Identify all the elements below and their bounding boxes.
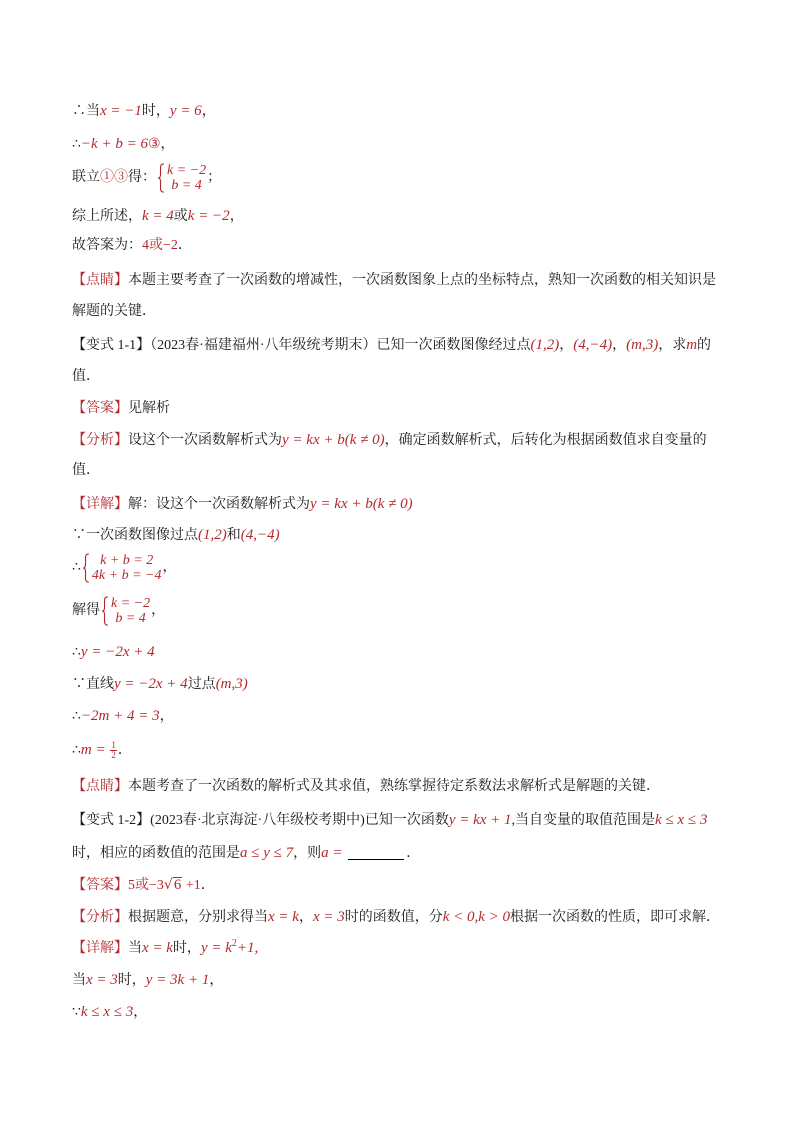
text-run: 当 [72, 973, 86, 988]
math-expr: a ≤ y ≤ 7 [240, 845, 294, 861]
answer-line [72, 399, 170, 419]
section-label: 【详解】 [72, 941, 128, 956]
left-brace [82, 553, 90, 583]
math-expr: +1, [236, 940, 259, 956]
text-run: ∵直线 [72, 677, 114, 692]
fraction-denominator: 2 [111, 750, 116, 761]
text-run: 联立 [72, 170, 100, 186]
text-run: ∴ [72, 137, 81, 152]
fraction [110, 741, 117, 760]
variant-label: 【变式 1-2】 [72, 813, 151, 828]
math-expr: y = kx + b(k ≠ 0) [310, 496, 413, 512]
math-expr: (m,3) [626, 337, 659, 353]
detail-line [72, 553, 176, 583]
text-run: 根据一次函数的性质，即可求解． [510, 910, 721, 925]
text-run: 设这个一次函数解析式为 [128, 433, 282, 448]
detail-line [72, 706, 174, 727]
math-expr: m [686, 337, 698, 353]
text-run: ， [298, 910, 313, 925]
text-run: ， [159, 709, 174, 724]
text-run: 时的函数值，分 [344, 910, 443, 925]
equation-system [82, 553, 162, 583]
answer-value: 4或−2 [142, 238, 178, 253]
text-run: 故答案为： [72, 238, 142, 253]
text-run: 值． [72, 463, 100, 478]
text-run: 得： [128, 170, 156, 186]
text-run: ∵ [72, 1005, 81, 1020]
equation-row: b = 4 [115, 611, 146, 626]
math-expr: x = −1 [100, 103, 142, 119]
math-expr: y = kx + b(k ≠ 0) [282, 432, 385, 448]
solution-line [72, 236, 192, 256]
answer-value: 5或−3 [128, 878, 164, 893]
equation-row: k = −2 [111, 596, 151, 611]
text-run: ∴ [72, 560, 81, 576]
math-expr: m = [80, 742, 110, 758]
equation-row: b = 4 [171, 178, 202, 193]
left-brace [157, 163, 165, 193]
text-run: ， [160, 137, 175, 152]
math-expr: y = 3k + 1 [145, 972, 210, 988]
text-run: ， [209, 973, 224, 988]
text-run: ，求 [658, 338, 687, 353]
math-expr: y = −2x + 4 [114, 676, 188, 692]
detail-line [72, 938, 258, 959]
section-label: 【点睛】 [72, 779, 128, 794]
math-expr: −k + b = 6 [80, 136, 148, 152]
text-run: ， [151, 603, 166, 619]
text-run: ． [406, 846, 421, 861]
section-label: 【分析】 [72, 433, 128, 448]
text-run: 时， [172, 941, 201, 956]
question-line [72, 335, 711, 356]
solution-line [72, 163, 221, 193]
text-run: ． [177, 238, 192, 253]
text-run: ， [229, 209, 244, 224]
math-expr: (4,−4) [573, 337, 613, 353]
math-expr: (1,2) [198, 527, 227, 543]
text-run: ． [117, 743, 132, 758]
math-expr: (4,−4) [240, 527, 280, 543]
text-run: ∴ [72, 743, 81, 758]
text-run: 值． [72, 369, 100, 384]
text-run: 时，相应的函数值的范围是 [72, 846, 240, 861]
text-run: 或 [173, 209, 188, 224]
variant-label: 【变式 1-1】 [72, 338, 151, 353]
text-run: ， [201, 104, 216, 119]
section-label: 【点睛】 [72, 273, 128, 288]
text-run: ； [207, 170, 222, 186]
text-run: 本题主要考查了一次函数的增减性，一次函数图象上点的坐标特点，熟知一次函数的相关知识是 [128, 273, 716, 288]
answer-value: +1 [182, 878, 201, 893]
math-expr: k < 0,k > 0 [442, 909, 511, 925]
math-expr: (m,3) [215, 676, 248, 692]
detail-line [72, 525, 280, 546]
question-line [72, 367, 100, 387]
solution-line [72, 101, 216, 122]
math-expr: k ≤ x ≤ 3 [655, 812, 708, 828]
detail-line [72, 642, 155, 663]
remark-line [72, 302, 156, 322]
question-line [72, 843, 420, 864]
math-expr: x = 3 [312, 909, 345, 925]
math-expr: y = −2x + 4 [80, 644, 155, 660]
radical-sign: √ [163, 877, 173, 893]
text-run: ，确定函数解析式，后转化为根据函数值求自变量的 [384, 433, 707, 448]
equation-system [157, 163, 206, 193]
detail-line [72, 674, 248, 695]
math-expr: a = [321, 845, 347, 861]
text-run: 当 [128, 941, 142, 956]
section-label: 【答案】 [72, 401, 128, 416]
text-run: 的 [697, 338, 712, 353]
text-run: 解：设这个一次函数解析式为 [128, 497, 310, 512]
text-run: （2023春·福建福州·八年级统考期末）已知一次函数图像经过点 [150, 338, 531, 353]
text-run: ， [133, 1005, 148, 1020]
circled-ref: ①③ [100, 170, 128, 186]
answer-blank [348, 844, 404, 860]
remark-line [72, 777, 660, 797]
text-run: 本题考查了一次函数的解析式及其求值，熟练掌握待定系数法求解析式是解题的关键． [128, 779, 660, 794]
math-expr: (1,2) [530, 337, 560, 353]
text-run: ， [612, 338, 627, 353]
math-expr: k = −2 [187, 208, 230, 224]
analysis-line [72, 461, 100, 481]
radicand: 6 [173, 877, 182, 893]
solution-line [72, 206, 244, 227]
math-expr: y = kx + 1 [448, 812, 512, 828]
text-run: 根据题意，分别求得当 [128, 910, 268, 925]
text-run: 解得 [72, 603, 100, 619]
math-expr: k = 4 [142, 208, 174, 224]
text-run: 见解析 [128, 401, 170, 416]
text-run: ∴ [72, 645, 81, 660]
text-run: 时， [141, 104, 170, 119]
text-run: 时， [117, 973, 146, 988]
text-run: ． [200, 878, 215, 893]
text-run: 综上所述， [72, 209, 142, 224]
question-line [72, 810, 707, 831]
equation-row: k + b = 2 [100, 553, 154, 568]
math-expr: −2m + 4 = 3 [80, 708, 160, 724]
text-run: ∴ [72, 709, 81, 724]
solution-line [72, 134, 175, 155]
remark-line [72, 271, 716, 291]
math-expr: x = k [142, 940, 173, 956]
text-run: 过点 [187, 677, 216, 692]
detail-line [72, 1002, 147, 1023]
text-run: 和 [226, 528, 241, 543]
text-run: ,当自变量的取值范围是 [511, 813, 656, 828]
text-run: ， [559, 338, 574, 353]
analysis-line [72, 907, 720, 928]
section-label: 【答案】 [72, 878, 128, 893]
left-brace [101, 596, 109, 626]
math-expr: x = 3 [86, 972, 118, 988]
fraction-numerator: 1 [111, 740, 116, 751]
section-label: 【详解】 [72, 497, 128, 512]
section-label: 【分析】 [72, 910, 128, 925]
circled-ref: ③ [147, 137, 161, 152]
math-expr: y = 6 [169, 103, 202, 119]
detail-line [72, 494, 413, 515]
equation-row: k = −2 [167, 163, 207, 178]
detail-line [72, 740, 132, 761]
answer-line [72, 875, 215, 896]
analysis-line [72, 430, 707, 451]
text-run: ∴当 [72, 104, 100, 119]
detail-line [72, 970, 223, 991]
text-run: ，则 [293, 846, 322, 861]
equation-system [101, 596, 150, 626]
text-run: ， [162, 560, 177, 576]
exponent: 2 [231, 938, 237, 949]
text-run: ∵一次函数图像过点 [72, 528, 198, 543]
text-run: 解题的关键． [72, 304, 156, 319]
math-expr: k ≤ x ≤ 3 [80, 1004, 134, 1020]
detail-line [72, 596, 165, 626]
math-expr: x = k [268, 909, 299, 925]
math-expr: y = k [200, 940, 232, 956]
text-run: (2023春·北京海淀·八年级校考期中)已知一次函数 [150, 813, 449, 828]
equation-row: 4k + b = −4 [91, 568, 162, 583]
